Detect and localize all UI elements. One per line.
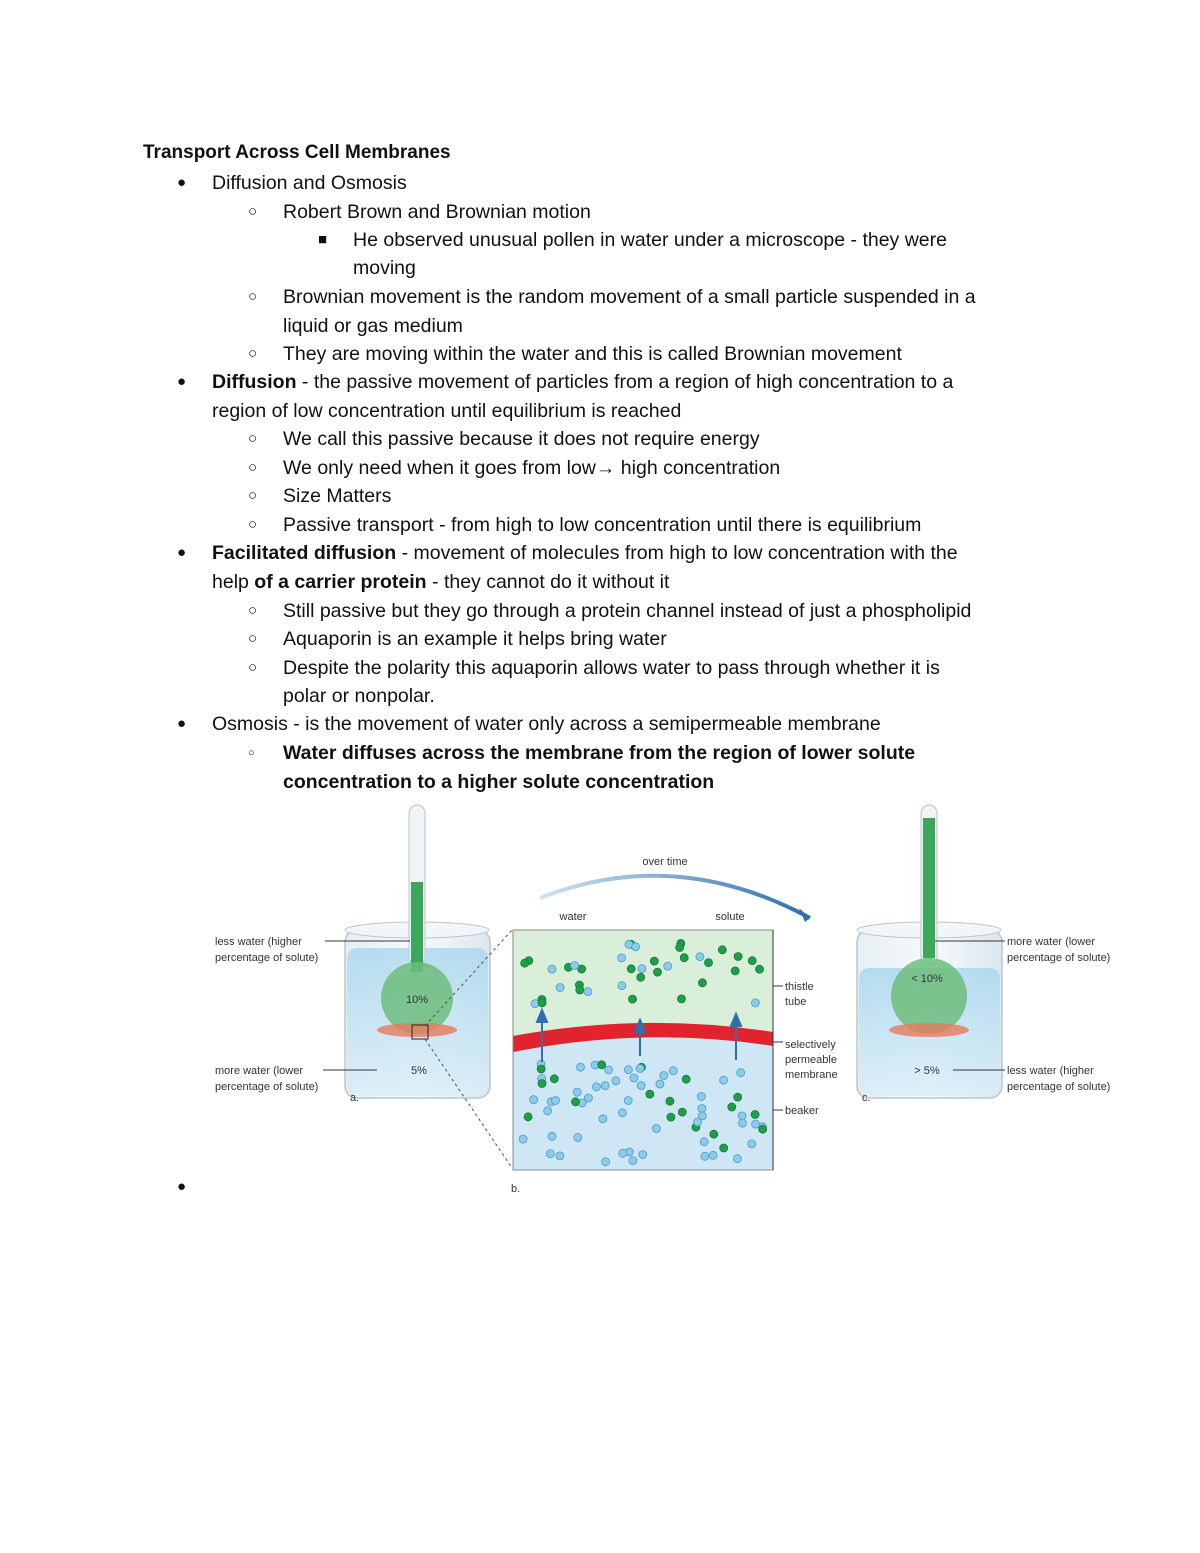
water-particle (709, 1151, 717, 1159)
water-particle (624, 1097, 632, 1105)
water-particle (733, 1155, 741, 1163)
bullet-dot-icon: ● (177, 373, 187, 390)
solute-particle (654, 968, 662, 976)
list-item: Brownian movement is the random movement of a small particle suspended in a (283, 286, 976, 308)
bullet-circle-icon: ○ (248, 430, 258, 447)
water-particle (571, 962, 579, 970)
membrane-label-3: membrane (785, 1069, 838, 1081)
list-item: We call this passive because it does not require energy (283, 428, 760, 450)
solute-particle (748, 957, 756, 965)
water-particle (619, 1149, 627, 1157)
water-particle (698, 1105, 706, 1113)
water-particle (652, 1125, 660, 1133)
solute-particle (666, 1097, 674, 1105)
list-item: They are moving within the water and this is called Brownian movement (283, 343, 902, 365)
list-item-continued: region of low concentration until equilibrium is reached (212, 400, 682, 422)
beaker-a-percent-inside: 10% (405, 994, 429, 1006)
list-item-continued (212, 568, 669, 597)
beaker-c-label-bottom-2: percentage of solute) (1007, 1081, 1111, 1093)
definition-text: - the passive movement of particles from a region of high concentration to a (296, 371, 954, 393)
beaker-a-label-bottom-2: percentage of solute) (215, 1081, 319, 1093)
term-diffusion: Diffusion (212, 371, 297, 393)
water-particle (630, 1074, 638, 1082)
water-particle (519, 1135, 527, 1143)
bullet-circle-icon: ○ (248, 288, 258, 305)
water-particle (552, 1097, 560, 1105)
water-particle (592, 1083, 600, 1091)
list-item: Diffusion and Osmosis (212, 172, 407, 194)
solute-particle (524, 1113, 532, 1121)
solute-particle (756, 965, 764, 973)
water-particle (574, 1134, 582, 1142)
beaker-c (857, 805, 1002, 1098)
beaker-a (345, 805, 490, 1098)
list-item: Water diffuses across the membrane from the region of lower solute (283, 742, 916, 764)
water-particle (599, 1115, 607, 1123)
list-item-continued: liquid or gas medium (283, 315, 463, 337)
solute-particle (710, 1130, 718, 1138)
list-item: Robert Brown and Brownian motion (283, 201, 591, 223)
solute-particle (598, 1061, 606, 1069)
water-particle (602, 1158, 610, 1166)
solute-particle (734, 953, 742, 961)
bullet-circle-icon: ○ (248, 487, 258, 504)
bullet-circle-icon: ○ (248, 602, 258, 619)
page-title: Transport Across Cell Membranes (143, 142, 451, 163)
list-item-continued: concentration to a higher solute concentration (283, 771, 715, 793)
water-particle (660, 1072, 668, 1080)
water-particle (698, 1112, 706, 1120)
solute-particle (759, 1125, 767, 1133)
bullet-dot-icon: ● (177, 1178, 187, 1195)
water-particle (748, 1140, 756, 1148)
list-item: Still passive but they go through a protein channel instead of just a phospholipid (283, 600, 972, 622)
beaker-a-label-bottom: more water (lower (215, 1065, 304, 1077)
water-particle (737, 1069, 745, 1077)
list-item: We only need when it goes from low→ high concentration (283, 457, 781, 479)
water-particle (530, 1096, 538, 1104)
bullet-dot-icon: ● (177, 544, 187, 561)
thistle-tube-label: thistle (785, 981, 814, 993)
solute-particle (667, 1113, 675, 1121)
water-particle (751, 999, 759, 1007)
water-particle (624, 1066, 632, 1074)
text-span: - they cannot do it without it (426, 571, 670, 593)
beaker-c-percent-inside: < 10% (911, 973, 943, 985)
solute-particle (637, 973, 645, 981)
solute-particle (676, 944, 684, 952)
term-facilitated-diffusion: Facilitated diffusion (212, 542, 397, 564)
water-particle (618, 982, 626, 990)
water-particle (556, 984, 564, 992)
water-particle (700, 1138, 708, 1146)
osmosis-figure (205, 800, 1145, 1200)
membrane-label: selectively (785, 1039, 836, 1051)
solute-particle (734, 1093, 742, 1101)
solute-particle (682, 1075, 690, 1083)
bullet-dot-icon: ● (177, 715, 187, 732)
beaker-c-percent-outside: > 5% (914, 1065, 940, 1077)
solute-particle (678, 995, 686, 1003)
water-particle (618, 1109, 626, 1117)
solute-particle (576, 986, 584, 994)
water-particle (664, 962, 672, 970)
solute-particle (627, 965, 635, 973)
beaker-c-label-top-2: percentage of solute) (1007, 952, 1111, 964)
water-particle (546, 1150, 554, 1158)
solute-particle (705, 959, 713, 967)
water-particle (548, 1132, 556, 1140)
solute-particle (698, 979, 706, 987)
solute-particle (646, 1090, 654, 1098)
bullet-dot-icon: ● (177, 174, 187, 191)
solute-particle (751, 1111, 759, 1119)
over-time-label: over time (642, 856, 688, 868)
solute-particle (538, 1080, 546, 1088)
solute-particle (538, 999, 546, 1007)
panel-label-a: a. (350, 1092, 360, 1104)
water-particle (632, 943, 640, 951)
beaker-a-label-top: less water (higher (215, 936, 302, 948)
water-particle (697, 1093, 705, 1101)
list-item: He observed unusual pollen in water under a microscope - they were (353, 229, 947, 251)
water-particle (720, 1076, 728, 1084)
solute-particle (629, 995, 637, 1003)
list-item: Passive transport - from high to low concentration until there is equilibrium (283, 514, 922, 536)
water-particle (612, 1077, 620, 1085)
beaker-a-percent-outside: 5% (411, 1065, 427, 1077)
solute-particle (550, 1075, 558, 1083)
water-particle (752, 1120, 760, 1128)
water-particle (739, 1119, 747, 1127)
list-item: Osmosis - is the movement of water only across a semipermeable membrane (212, 713, 881, 735)
solute-particle (731, 967, 739, 975)
list-item: Aquaporin is an example it helps bring water (283, 628, 667, 650)
solute-particle (650, 957, 658, 965)
magnified-panel (513, 930, 773, 1170)
panel-label-b: b. (511, 1183, 521, 1195)
water-particle (701, 1152, 709, 1160)
bullet-circle-icon: ○ (248, 203, 258, 220)
water-particle (669, 1067, 677, 1075)
beaker-c-label-bottom: less water (higher (1007, 1065, 1094, 1077)
solute-particle (680, 954, 688, 962)
water-particle (639, 1151, 647, 1159)
water-particle (548, 965, 556, 973)
bullet-circle-icon: ○ (248, 516, 258, 533)
water-particle (573, 1088, 581, 1096)
water-particle (556, 1152, 564, 1160)
solute-particle (572, 1098, 580, 1106)
water-particle (618, 954, 626, 962)
list-item-continued: moving (353, 257, 416, 279)
water-particle (577, 1063, 585, 1071)
definition-text: - movement of molecules from high to low concentration with the (396, 542, 958, 564)
beaker-a-label-top-2: percentage of solute) (215, 952, 319, 964)
solute-particle (718, 946, 726, 954)
solute-particle (728, 1103, 736, 1111)
water-particle (629, 1157, 637, 1165)
water-particle (656, 1080, 664, 1088)
thistle-tube-label-2: tube (785, 996, 807, 1008)
water-particle (544, 1107, 552, 1115)
beaker-c-label-top: more water (lower (1007, 936, 1096, 948)
solute-particle (678, 1108, 686, 1116)
solute-label: solute (715, 911, 745, 923)
bullet-circle-icon: ○ (248, 345, 258, 362)
bullet-circle-icon: ○ (248, 659, 258, 676)
beaker-label: beaker (785, 1105, 819, 1117)
water-particle (636, 1065, 644, 1073)
bullet-circle-icon: ○ (248, 630, 258, 647)
water-particle (738, 1112, 746, 1120)
bullet-square-icon: ■ (318, 231, 328, 248)
text-span: help (212, 571, 255, 593)
solute-particle (720, 1144, 728, 1152)
membrane-label-2: permeable (785, 1054, 837, 1066)
list-item: Size Matters (283, 485, 392, 507)
bullet-circle-icon: ○ (248, 459, 258, 476)
panel-label-c: c. (862, 1092, 871, 1104)
water-particle (696, 953, 704, 961)
water-particle (601, 1082, 609, 1090)
list-item-continued: polar or nonpolar. (283, 685, 435, 707)
water-particle (605, 1066, 613, 1074)
water-particle (637, 1082, 645, 1090)
list-item (212, 368, 953, 397)
bullet-circle-icon: ○ (248, 747, 255, 759)
list-item: Despite the polarity this aquaporin allows water to pass through whether it is (283, 657, 940, 679)
solute-particle (537, 1065, 545, 1073)
water-label: water (559, 911, 587, 923)
water-particle (638, 965, 646, 973)
water-particle (584, 988, 592, 996)
water-particle (584, 1094, 592, 1102)
list-item (212, 539, 958, 568)
solute-particle (521, 959, 529, 967)
term-carrier-protein: of a carrier protein (254, 571, 427, 593)
